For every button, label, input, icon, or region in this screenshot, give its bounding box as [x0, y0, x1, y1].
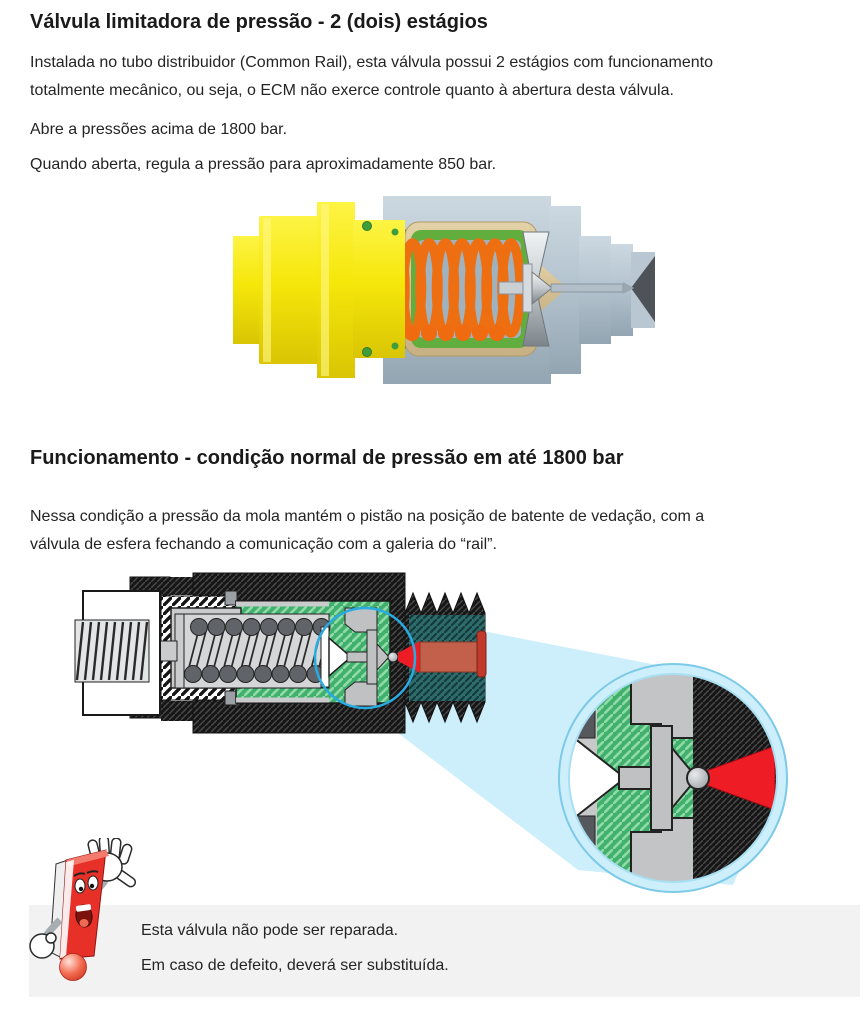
section1-point-regulated-pressure: Quando aberta, regula a pressão para aproximadamente 850 bar. [30, 156, 497, 173]
section1-point-opening-pressure: Abre a pressões acima de 1800 bar. [30, 121, 288, 138]
mascot-fist [30, 933, 56, 958]
exclamation-mascot-icon [20, 838, 144, 990]
seal-dot [363, 222, 372, 231]
warning-note-box [29, 905, 860, 997]
valve-3d-cutaway-figure [233, 192, 655, 388]
adjuster-screw-thread [75, 620, 149, 682]
section2-title: Funcionamento - condição normal de pressão em até 1800 bar [30, 447, 624, 469]
note-line1: Esta válvula não pode ser reparada. [141, 922, 399, 939]
section2-paragraph-line2: válvula de esfera fechando a comunicação com a galeria do “rail”. [30, 536, 497, 553]
section1-paragraph-line1: Instalada no tubo distribuidor (Common Rail), esta válvula possui 2 estágios com funcionamento [30, 54, 714, 71]
mascot-body [50, 850, 109, 959]
magnified-detail [559, 664, 787, 892]
yellow-adjuster-cap [233, 202, 405, 378]
sealing-ball [388, 652, 398, 662]
note-line2: Em caso de defeito, deverá ser substituída. [141, 957, 449, 974]
cross-section-main [75, 573, 486, 733]
seal-dot [392, 229, 399, 236]
section1-paragraph-line2: totalmente mecânico, ou seja, o ECM não exerce controle quanto à abertura desta válvula. [30, 82, 674, 99]
magnified-sealing-ball [687, 767, 709, 789]
section2-paragraph-line1: Nessa condição a pressão da mola mantém o pistão na posição de batente de vedação, com a [30, 508, 705, 525]
rail-gallery [420, 642, 478, 672]
seal-dot [363, 348, 372, 357]
valve-cross-section-figure [73, 570, 863, 910]
mascot-dot-ball [60, 954, 87, 981]
section1-title: Válvula limitadora de pressão - 2 (dois) estágios [30, 11, 488, 33]
seal-dot [392, 343, 399, 350]
